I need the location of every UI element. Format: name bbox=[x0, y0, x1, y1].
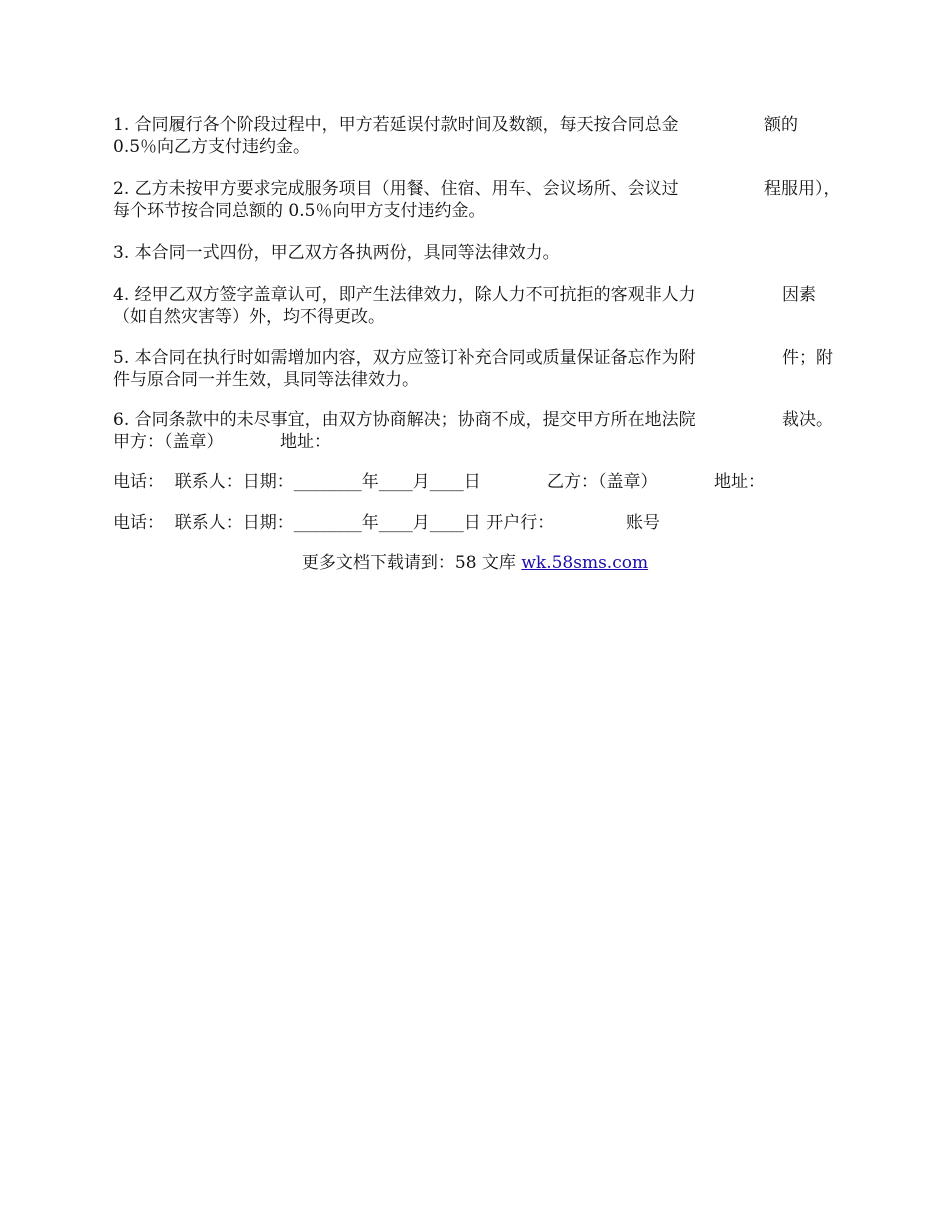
row-1-contact-date: 电话： 联系人：日期：________年____月____日 bbox=[113, 472, 481, 492]
clause-3-line-1: 3. 本合同一式四份，甲乙双方各执两份，具同等法律效力。 bbox=[113, 243, 560, 263]
clause-1-line-2: 0.5％向乙方支付违约金。 bbox=[113, 137, 311, 157]
party-b-address-label: 地址： bbox=[714, 472, 765, 492]
clause-2-text-a: 2. 乙方未按甲方要求完成服务项目（用餐、住宿、用车、会议场所、会议过 bbox=[113, 179, 679, 199]
download-footer bbox=[0, 552, 950, 574]
party-b-seal-label: 乙方：（盖章） bbox=[547, 472, 658, 492]
account-label: 账号 bbox=[626, 513, 660, 533]
clause-4-text-a: 4. 经甲乙双方签字盖章认可，即产生法律效力，除人力不可抗拒的客观非人力 bbox=[113, 285, 696, 305]
clause-2-line-2: 每个环节按合同总额的 0.5％向甲方支付违约金。 bbox=[113, 201, 486, 221]
clause-6-text-b: 裁决。 bbox=[782, 410, 833, 430]
clause-5-text-a: 5. 本合同在执行时如需增加内容，双方应签订补充合同或质量保证备忘作为附 bbox=[113, 348, 696, 368]
clause-1-text-b: 额的 bbox=[764, 115, 798, 135]
row-2-contact-bank: 电话： 联系人：日期：________年____月____日 开户行： bbox=[113, 513, 555, 533]
party-a-seal-label: 甲方：（盖章） bbox=[113, 432, 224, 452]
clause-6-text-a: 6. 合同条款中的未尽事宜，由双方协商解决；协商不成，提交甲方所在地法院 bbox=[113, 410, 696, 430]
clause-1-text-a: 1. 合同履行各个阶段过程中，甲方若延误付款时间及数额，每天按合同总金 bbox=[113, 115, 679, 135]
clause-4-line-2: （如自然灾害等）外，均不得更改。 bbox=[113, 307, 385, 327]
clause-5-line-2: 件与原合同一并生效，具同等法律效力。 bbox=[113, 370, 419, 390]
clause-5-text-b: 件；附 bbox=[782, 348, 833, 368]
footer-prefix: 更多文档下载请到：58 文库 bbox=[301, 553, 522, 573]
clause-2-text-b: 程服用）， bbox=[764, 179, 841, 199]
footer-link[interactable]: wk.58sms.com bbox=[521, 553, 649, 573]
party-a-address-label: 地址： bbox=[280, 432, 331, 452]
clause-4-text-b: 因素 bbox=[782, 285, 816, 305]
